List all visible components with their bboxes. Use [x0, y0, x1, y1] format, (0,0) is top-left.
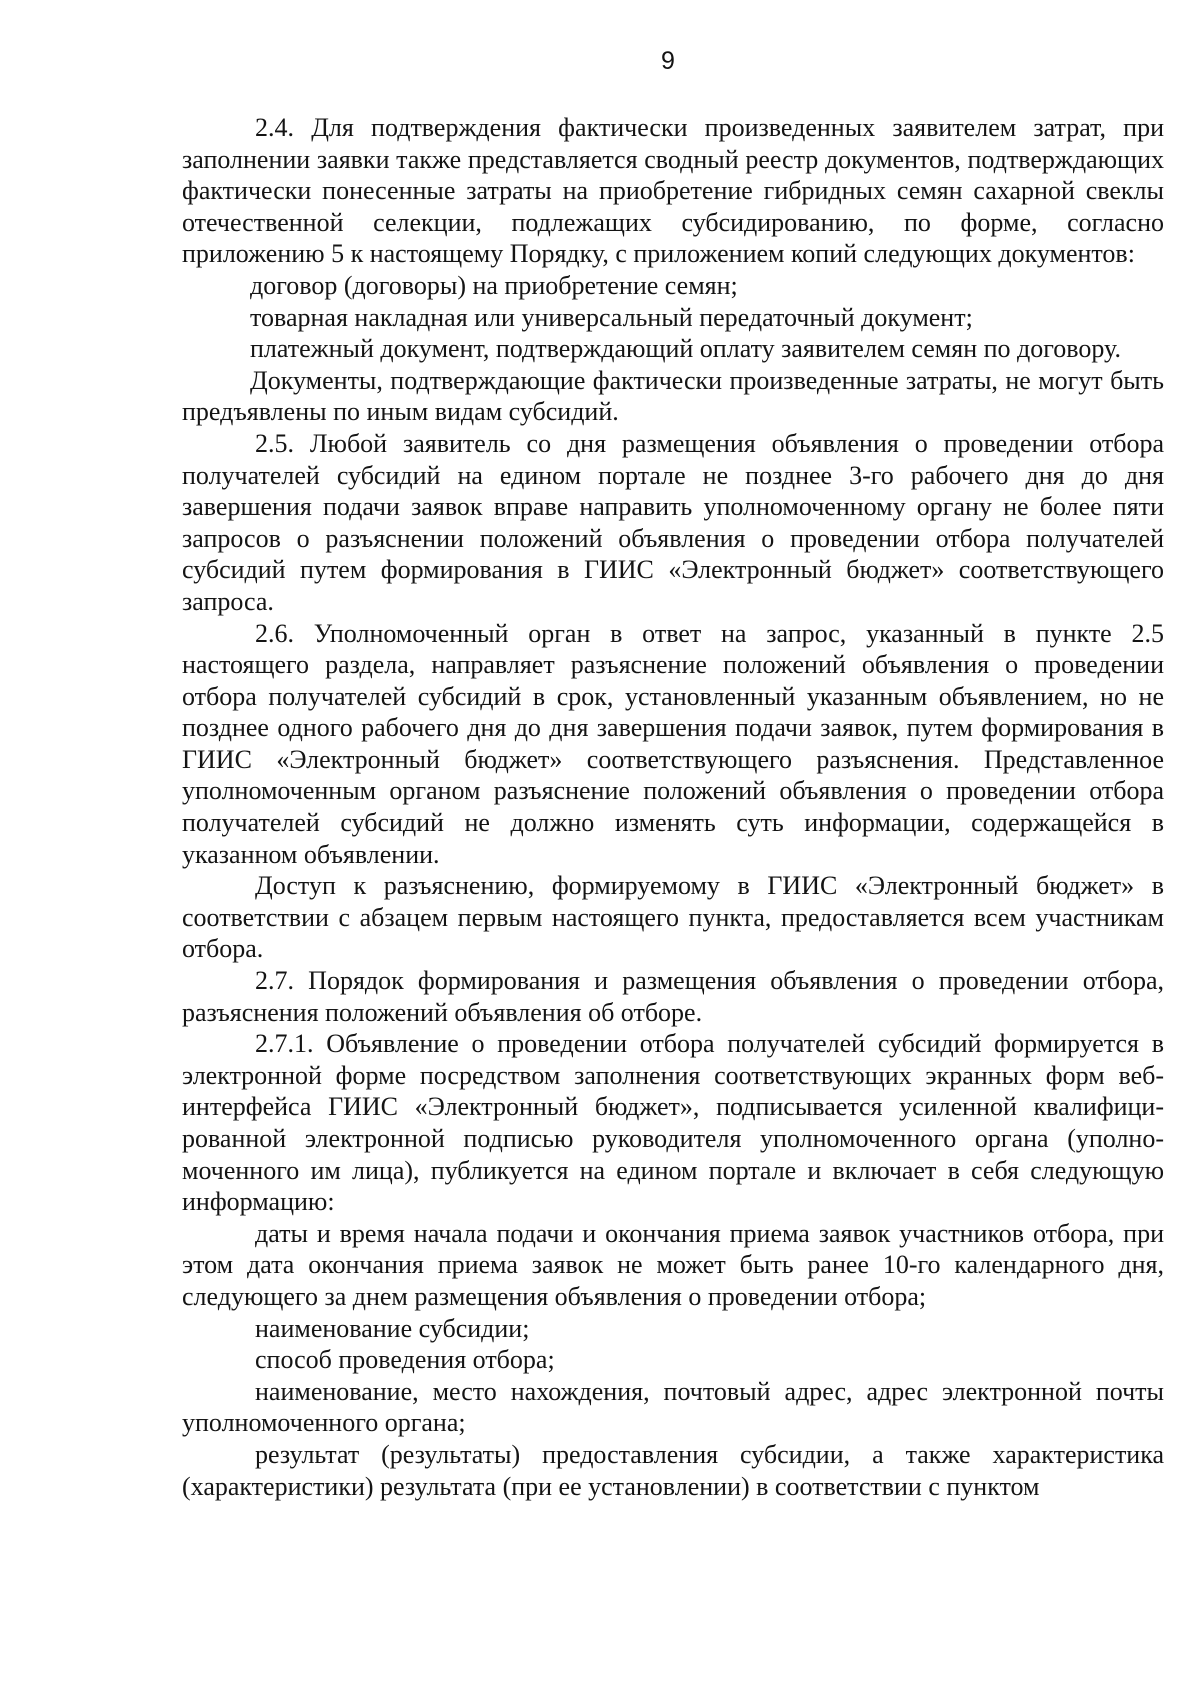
paragraph-2-7-1: 2.7.1. Объявление о проведении отбора получателей субсидий формируется в электронной форме посредством заполнения соответствующих экранных форм веб-интерфейса ГИИС «Электронный бюджет», подписывается усиленной квалифицированной электронной подписью руководителя уполномоченного органа (уполномоченного им лица), публикуется на едином портале и включает в себя следующую информацию:: [182, 1029, 1164, 1217]
paragraph-2-6: 2.6. Уполномоченный орган в ответ на запрос, указанный в пункте 2.5 настоящего раздела, направляет разъяснение положений объявления о проведении отбора получателей субсидий в срок, установленный указанным объявлением, но не позднее одного рабочего дня до дня завершения подачи заявок, путем формирования в ГИИС «Электронный бюджет» соответствующего разъяснения. Представленное уполномоченным органом разъяснение положений объявления о проведении отбора получателей субсидий не должно изменять суть информации, содержащейся в указанном объявлении.: [182, 618, 1164, 869]
list-item-contract: договор (договоры) на приобретение семян;: [250, 270, 738, 300]
list-item-result: результат (результаты) предоставления субсидии, а также характеристика (характеристики) результата (при ее установлении) в соответствии с пунктом: [182, 1439, 1164, 1501]
paragraph-2-5: 2.5. Любой заявитель со дня размещения объявления о проведении отбора получателей субсидий на едином портале не позднее 3-го рабочего дня до дня завершения подачи заявок вправе направить уполномоченному органу не более пяти запросов о разъяснении положений объявления о проведении отбора получателей субсидий путем формирования в ГИИС «Электронный бюджет» соответствующего запроса.: [182, 428, 1164, 616]
paragraph-access-clarification: Доступ к разъяснению, формируемому в ГИИС «Электронный бюджет» в соответствии с абзацем первым настоящего пункта, предоставляется всем участникам отбора.: [182, 871, 1164, 964]
page-number: 9: [661, 47, 675, 75]
list-item-selection-method: способ проведения отбора;: [255, 1345, 555, 1375]
list-item-payment-document: платежный документ, подтверждающий оплату заявителем семян по договору.: [250, 334, 1121, 364]
list-item-invoice: товарная накладная или универсальный передаточный документ;: [250, 302, 973, 332]
paragraph-2-4: 2.4. Для подтверждения фактически произведенных заявителем затрат, при заполнении заявки также представляется сводный реестр документов, подтверждающих фактически понесенные затраты на приобретение гибридных семян сахарной свеклы отечественной селекции, подлежащих субсидированию, по форме, согласно приложению 5 к настоящему Порядку, с приложением копий следующих документов:: [182, 113, 1164, 269]
paragraph-2-7: 2.7. Порядок формирования и размещения объявления о проведении отбора, разъяснения положений объявления об отборе.: [182, 966, 1164, 1027]
list-item-dates: даты и время начала подачи и окончания приема заявок участников отбора, при этом дата окончания приема заявок не может быть ранее 10-го календарного дня, следующего за днем размещения объявления о проведении отбора;: [182, 1218, 1164, 1311]
list-item-organ-address: наименование, место нахождения, почтовый адрес, адрес электронной почты уполномоченного органа;: [182, 1376, 1164, 1438]
list-item-subsidy-name: наименование субсидии;: [255, 1313, 530, 1343]
paragraph-documents-note: Документы, подтверждающие фактически произведенные затраты, не могут быть предъявлены по иным видам субсидий.: [182, 365, 1164, 427]
